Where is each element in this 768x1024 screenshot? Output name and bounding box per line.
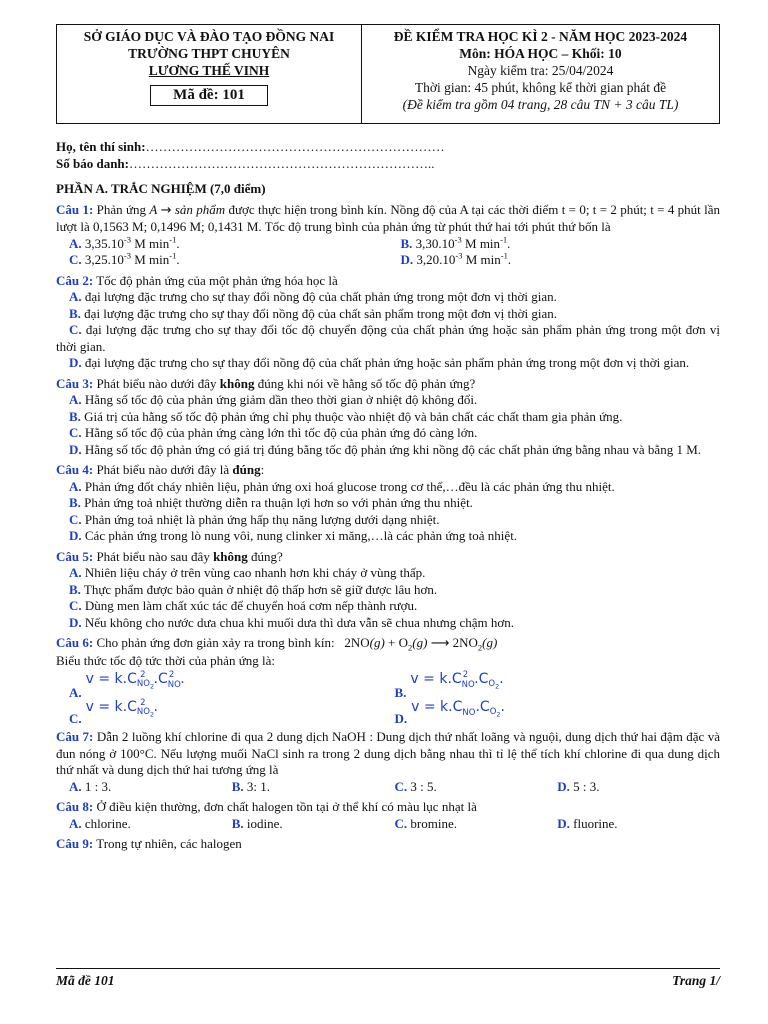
option-letter: C.	[394, 815, 408, 831]
exam-duration: Thời gian: 45 phút, không kể thời gian phát đề	[414, 80, 667, 95]
option-d[interactable]	[56, 528, 720, 545]
question-text: được thực hiện trong bình kín. Nồng độ của A tại các thời điểm t = 0; t = 2 phút; t = 4 phút lần lượt là 0,1563 M; 0,1496 M; 0,1431 M. Tốc độ trung bình của phản ứng từ phút thứ hai tới phút thứ bốn là	[56, 201, 720, 234]
formula-sup: 2	[168, 669, 175, 680]
option-value: 3,35.10	[84, 235, 124, 251]
eq-plus: + O	[384, 635, 409, 650]
exponent: -1	[169, 250, 177, 261]
option-letter: C.	[69, 322, 82, 337]
exponent: -3	[123, 250, 131, 261]
q6-options-row-2	[56, 699, 720, 725]
exam-note: (Đề kiểm tra gồm 04 trang, 28 câu TN + 3 câu TL)	[402, 97, 679, 112]
question-text: Phát biểu nào dưới đây là	[93, 462, 233, 477]
option-text: Giá trị của hằng số tốc độ phản ứng chỉ phụ thuộc vào nhiệt độ và bản chất các chất tham gia phản ứng.	[80, 408, 623, 424]
q1-options-row-1	[56, 236, 720, 253]
option-letter: C.	[69, 511, 82, 527]
option-d[interactable]	[56, 615, 720, 632]
option-letter: A.	[69, 565, 82, 580]
formula-part: .	[153, 698, 158, 715]
option-letter: B.	[69, 581, 81, 597]
question-number: Câu 9:	[56, 836, 94, 851]
option-text: Hằng số tốc độ của phản ứng càng lớn thì tốc độ của phản ứng đó càng lớn.	[81, 425, 478, 440]
option-d[interactable]	[557, 779, 720, 796]
eq-state: (g)	[412, 635, 428, 650]
question-text: Phát biểu nào sau đây	[93, 548, 214, 564]
option-letter: A.	[69, 778, 82, 794]
option-letter: D.	[400, 252, 414, 267]
option-b[interactable]	[389, 236, 721, 253]
formula-part: v = k.C	[411, 698, 463, 715]
option-letter: B.	[400, 235, 413, 251]
rate-formula	[410, 669, 504, 691]
eq-sub: 2	[477, 642, 483, 653]
option-text: chlorine.	[81, 815, 131, 831]
option-b[interactable]	[232, 816, 395, 833]
option-a[interactable]	[69, 779, 232, 796]
option-text: Hằng số tốc độ của phản ứng giảm dần theo thời gian ở nhiệt độ không đổi.	[81, 392, 478, 407]
page-footer	[56, 968, 720, 990]
question-text: Phản ứng	[93, 201, 150, 217]
option-letter: A.	[69, 392, 82, 407]
option-letter: D.	[557, 778, 570, 794]
eq-state: (g)	[369, 635, 385, 650]
option-letter: D.	[69, 528, 82, 543]
option-c[interactable]	[56, 322, 720, 355]
formula-sub: O2	[488, 679, 500, 691]
formula-subscript-digit: 2	[495, 682, 500, 691]
eq-sub: 2	[408, 642, 413, 653]
rate-formula	[85, 697, 158, 719]
option-b[interactable]	[232, 779, 395, 796]
option-letter: A.	[69, 684, 82, 700]
option-value: 3,25.10	[84, 252, 124, 267]
question-9	[56, 836, 720, 853]
option-c[interactable]	[69, 697, 395, 726]
option-letter: A.	[69, 235, 82, 251]
option-text: Phản ứng toả nhiệt thường diễn ra thuận lợi hơn so với phản ứng thu nhiệt.	[80, 495, 473, 510]
exponent: -3	[454, 234, 462, 245]
formula-sub: O2	[489, 707, 501, 719]
rate-formula	[411, 698, 505, 719]
formula-part: .	[499, 670, 504, 687]
option-letter: C.	[69, 425, 82, 440]
option-b[interactable]	[56, 409, 720, 426]
student-id-label: Số báo danh:	[56, 156, 129, 171]
emphasis: đúng	[232, 462, 261, 477]
option-letter: D.	[394, 710, 408, 726]
formula-sub: NO2	[136, 679, 155, 691]
question-number: Câu 8:	[56, 799, 94, 814]
option-text: fluorine.	[569, 815, 618, 831]
option-text: Phản ứng đốt cháy nhiên liệu, phản ứng oxi hoá glucose trong cơ thể,…đều là các phản ứng thu nhiệt.	[81, 478, 615, 494]
question-text: Dẫn 2 luồng khí chlorine đi qua 2 dung dịch NaOH : Dung dịch thứ nhất loãng và nguội, dung dịch thứ hai đậm đặc và đun nóng ở 100°C. Nếu lượng muối NaCl sinh ra trong 2 dung dịch bằng nhau thì tỉ lệ thể tích khí chlorine đi qua dung dịch thứ nhất và dung dịch thứ hai tương ứng là	[56, 729, 720, 777]
option-text: đại lượng đặc trưng cho sự thay đổi nồng độ của chất phản ứng hoặc sản phẩm phản ứng trong một đơn vị thời gian.	[81, 355, 690, 370]
question-6-line-2: Biểu thức tốc độ tức thời của phản ứng là:	[56, 652, 275, 668]
option-text: 1 : 3.	[81, 778, 112, 794]
reaction-arrow: →	[160, 202, 172, 218]
formula-subscript-digit: 2	[149, 710, 155, 719]
punct: .	[507, 235, 511, 251]
exponent: -3	[455, 250, 463, 261]
unit: M min	[462, 252, 501, 267]
option-text: đại lượng đặc trưng cho sự thay đổi nồng độ của chất sản phẩm trong một đơn vị thời gian.	[80, 305, 558, 321]
student-name-label: Họ, tên thí sinh:	[56, 139, 146, 154]
question-6	[56, 635, 720, 653]
option-a[interactable]	[56, 479, 720, 496]
option-text: bromine.	[407, 815, 457, 831]
option-text: 5 : 3.	[569, 778, 600, 794]
option-d[interactable]	[56, 442, 720, 459]
option-text: Dùng men làm chất xúc tác để chuyển hoá cơm nếp thành rượu.	[81, 598, 418, 613]
option-letter: B.	[69, 408, 81, 424]
section-a-title: PHẦN A. TRẮC NGHIỆM (7,0 điểm)	[56, 181, 266, 196]
question-number: Câu 1:	[56, 201, 94, 217]
question-8	[56, 799, 720, 816]
reaction-equation	[344, 635, 498, 653]
option-text: Nhiên liệu cháy ở trên vùng cao nhanh hơn khi cháy ở vùng thấp.	[81, 565, 426, 580]
option-value: 3,20.10	[416, 252, 456, 267]
option-text: đại lượng đặc trưng cho sự thay đổi nồng độ của chất phản ứng trong một đơn vị thời gian.	[81, 289, 557, 304]
formula-sup: 2	[140, 669, 146, 680]
question-2	[56, 273, 720, 290]
option-b[interactable]	[56, 582, 720, 599]
punct: .	[507, 252, 512, 267]
subject: Môn: HÓA HỌC – Khối: 10	[459, 46, 622, 61]
formula-sub: NO	[462, 707, 476, 718]
question-text: đúng khi nói về hằng số tốc độ phản ứng?	[254, 375, 476, 391]
option-text: 3: 1.	[243, 778, 271, 794]
question-text: Phát biểu nào dưới đây	[93, 375, 220, 391]
formula-sup: 2	[462, 669, 469, 680]
exam-header	[56, 24, 720, 124]
exam-date: Ngày kiểm tra: 25/04/2024	[467, 63, 614, 78]
question-number: Câu 7:	[56, 729, 94, 744]
q1-options-row-2	[56, 252, 720, 269]
q6-options-row-1	[56, 669, 720, 699]
emphasis: không	[219, 375, 255, 391]
product: sản phẩm	[174, 201, 226, 217]
option-letter: C.	[69, 252, 82, 267]
department: SỞ GIÁO DỤC VÀ ĐÀO TẠO ĐỒNG NAI	[83, 29, 335, 44]
option-d[interactable]	[394, 698, 721, 726]
unit: M min	[461, 235, 501, 251]
option-d[interactable]	[389, 252, 721, 269]
eq-state: (g)	[482, 635, 498, 650]
exponent: -1	[500, 234, 508, 245]
question-text: Ở điều kiện thường, đơn chất halogen tồn tại ở thể khí có màu lục nhạt là	[93, 799, 477, 814]
school-name: LƯƠNG THẾ VINH	[148, 63, 270, 78]
eq-product: 2NO	[452, 635, 478, 650]
option-text: Thực phẩm được bảo quản ở nhiệt độ thấp hơn sẽ giữ được lâu hơn.	[80, 581, 438, 597]
option-letter: D.	[557, 815, 570, 831]
q7-options	[56, 779, 720, 796]
unit: M min	[130, 252, 170, 267]
option-letter: D.	[69, 614, 82, 630]
option-text: Phản ứng toả nhiệt là phản ứng hấp thụ năng lượng dưới dạng nhiệt.	[81, 511, 440, 527]
question-number: Câu 5:	[56, 548, 94, 564]
option-text: iodine.	[243, 815, 283, 831]
option-text: Hằng số tốc độ phản ứng có giá trị đúng bằng tốc độ phản ứng khi nồng độ các chất phản ứng bằng nhau và bằng 1 M.	[81, 441, 702, 457]
formula-sub: NO	[461, 679, 475, 690]
exponent: -1	[169, 234, 177, 245]
option-letter: D.	[69, 441, 82, 457]
exponent: -3	[123, 234, 131, 245]
question-text: đúng?	[247, 548, 283, 564]
question-text: Trong tự nhiên, các halogen	[93, 836, 242, 851]
formula-part: .C	[474, 670, 489, 687]
exam-page	[56, 24, 720, 853]
footer-page-number: Trang 1/	[672, 973, 720, 988]
footer-exam-code: Mã đề 101	[56, 973, 115, 988]
option-c[interactable]	[56, 598, 720, 615]
option-letter: A.	[69, 815, 82, 831]
question-number: Câu 6:	[56, 635, 94, 650]
option-c[interactable]	[395, 779, 558, 796]
question-5	[56, 549, 720, 566]
student-info	[56, 138, 720, 172]
exam-code-box: Mã đề: 101	[150, 85, 268, 106]
option-letter: C.	[394, 778, 408, 794]
question-text: Cho phản ứng đơn giản xảy ra trong bình kín:	[93, 635, 335, 650]
option-letter: B.	[69, 495, 81, 510]
formula-part: v = k.C	[85, 670, 137, 687]
question-number: Câu 2:	[56, 272, 94, 288]
option-text: Các phản ứng trong lò nung vôi, nung clinker xi măng,…là các phản ứng toả nhiệt.	[81, 528, 518, 543]
exam-info-block	[362, 25, 719, 123]
option-d[interactable]	[56, 355, 720, 372]
option-text: Nếu không cho nước dưa chua khi muối dưa thì dưa vẫn sẽ chua nhưng chậm hơn.	[81, 614, 515, 630]
question-text: :	[260, 462, 265, 477]
option-letter: B.	[231, 778, 244, 794]
formula-subscript-digit: 2	[149, 682, 155, 691]
formula-part: .	[500, 698, 505, 715]
formula-part: v = k.C	[410, 670, 462, 687]
option-a[interactable]	[56, 565, 720, 582]
option-a[interactable]	[56, 392, 720, 409]
school-block	[57, 25, 362, 123]
question-7	[56, 729, 720, 779]
punct: .	[176, 235, 180, 251]
question-number: Câu 3:	[56, 375, 94, 391]
option-letter: B.	[231, 815, 244, 831]
student-name-dots: ……………………………………………………………	[145, 139, 445, 154]
formula-part: .	[180, 670, 185, 687]
option-text: 3 : 5.	[407, 778, 437, 794]
formula-part: .C	[475, 698, 490, 715]
option-c[interactable]	[69, 252, 389, 269]
emphasis: không	[213, 548, 248, 564]
formula-part: v = k.C	[85, 698, 137, 715]
option-c[interactable]	[395, 816, 558, 833]
eq-reactant: 2NO	[344, 635, 370, 650]
exam-title: ĐỀ KIỂM TRA HỌC KÌ 2 - NĂM HỌC 2023-2024	[393, 29, 688, 44]
option-b[interactable]	[56, 495, 720, 512]
option-letter: A.	[69, 289, 82, 304]
option-letter: C.	[69, 598, 82, 613]
reactant: A	[149, 201, 158, 217]
student-id-dots: ……………………………………………………………..	[128, 156, 435, 171]
option-b[interactable]	[394, 669, 721, 700]
option-letter: D.	[69, 355, 82, 370]
option-a[interactable]	[69, 669, 395, 700]
formula-part: .C	[153, 670, 168, 687]
option-c[interactable]	[56, 425, 720, 442]
option-letter: B.	[394, 684, 407, 700]
option-letter: A.	[69, 478, 82, 494]
school: TRƯỜNG THPT CHUYÊN	[128, 46, 290, 61]
formula-sub: NO	[167, 679, 181, 690]
option-letter: B.	[69, 305, 81, 321]
option-text: đại lượng đặc trưng cho sự thay đổi tốc độ chuyển động của chất phản ứng hoặc sản phẩm phản ứng trong một đơn vị thời gian.	[56, 322, 720, 354]
question-4	[56, 462, 720, 479]
option-c[interactable]	[56, 512, 720, 529]
rate-formula	[85, 669, 185, 691]
option-value: 3,30.10	[415, 235, 455, 251]
option-b[interactable]	[56, 306, 720, 323]
option-a[interactable]	[69, 816, 232, 833]
option-a[interactable]	[69, 236, 389, 253]
option-d[interactable]	[557, 816, 720, 833]
option-a[interactable]	[56, 289, 720, 306]
reaction-arrow: ⟶	[430, 636, 450, 651]
punct: .	[176, 252, 180, 267]
question-1	[56, 202, 720, 236]
formula-sub: NO2	[136, 707, 155, 719]
exponent: -1	[500, 250, 508, 261]
formula-subscript-digit: 2	[496, 710, 501, 719]
q8-options	[56, 816, 720, 833]
unit: M min	[130, 235, 170, 251]
question-3	[56, 376, 720, 393]
question-text: Tốc độ phản ứng của một phản ứng hóa học là	[93, 272, 338, 288]
formula-sup: 2	[140, 697, 146, 708]
option-letter: C.	[69, 710, 82, 726]
question-number: Câu 4:	[56, 462, 94, 477]
